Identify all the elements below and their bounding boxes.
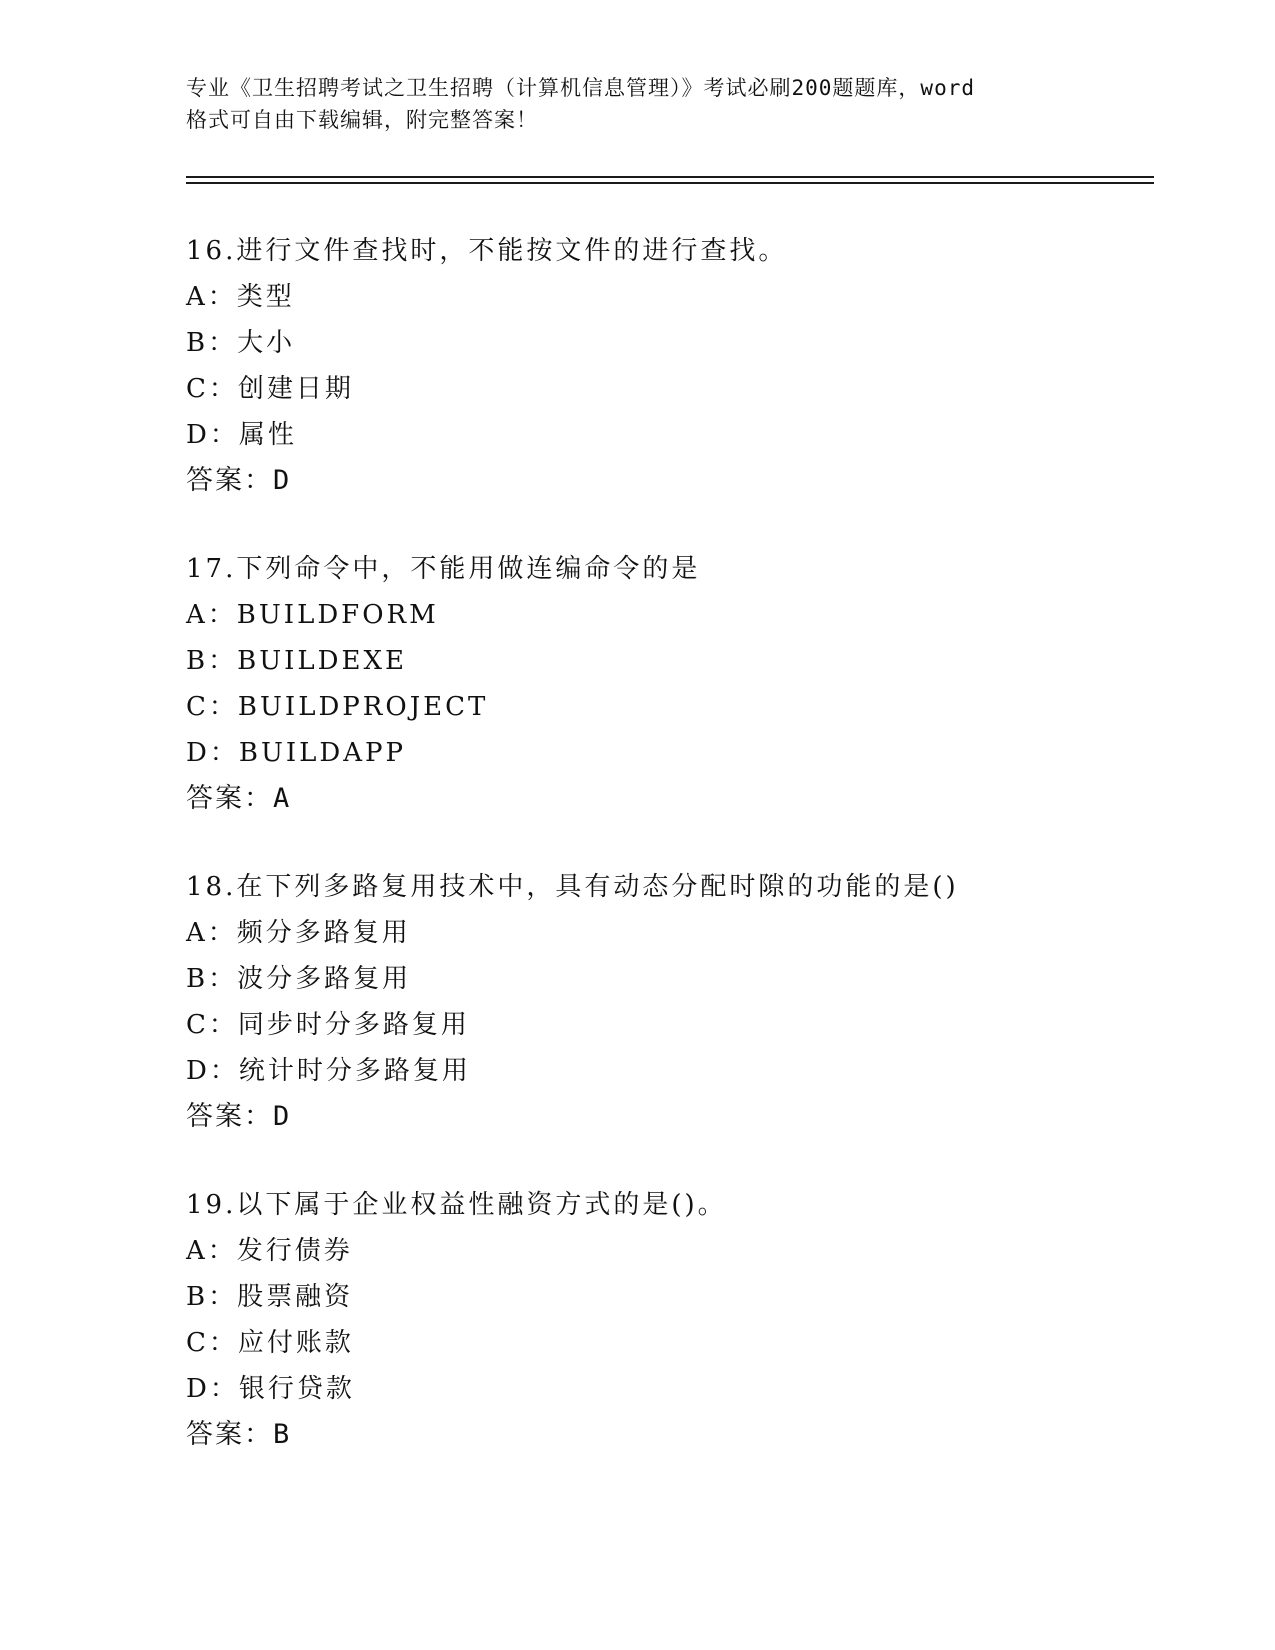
answer <box>186 1094 1166 1140</box>
option-text: 频分多路复用 <box>236 918 411 948</box>
option-letter: C： <box>186 1328 238 1358</box>
question-19 <box>186 1182 1166 1458</box>
option-text: 波分多路复用 <box>237 964 412 994</box>
option-text: 应付账款 <box>237 1328 354 1358</box>
option-b <box>186 638 1166 684</box>
option-text: 银行贷款 <box>238 1374 355 1404</box>
question-18 <box>186 864 1166 1140</box>
answer-value: B <box>273 1419 292 1450</box>
option-c <box>186 1320 1166 1366</box>
header-divider-top <box>186 176 1154 178</box>
option-letter: A： <box>186 600 237 630</box>
answer-label: 答案： <box>186 465 273 496</box>
option-text: 股票融资 <box>237 1282 354 1312</box>
option-text: 创建日期 <box>237 374 354 404</box>
option-text: 统计时分多路复用 <box>238 1056 471 1086</box>
question-stem: 16.进行文件查找时，不能按文件的进行查找。 <box>186 236 788 266</box>
option-text: 大小 <box>237 328 296 358</box>
header-line-1: 专业《卫生招聘考试之卫生招聘（计算机信息管理）》考试必刷200题题库，word <box>186 76 975 100</box>
option-b <box>186 1274 1166 1320</box>
answer <box>186 776 1166 822</box>
option-letter: B： <box>186 1282 238 1312</box>
option-text: 属性 <box>238 420 297 450</box>
answer-label: 答案： <box>186 783 273 814</box>
option-text: BUILDAPP <box>238 738 407 768</box>
option-text: BUILDPROJECT <box>237 692 489 722</box>
option-letter: C： <box>186 1010 238 1040</box>
option-letter: A： <box>186 1236 237 1266</box>
question-stem: 17.下列命令中，不能用做连编命令的是 <box>186 554 701 584</box>
answer-label: 答案： <box>186 1419 273 1450</box>
option-text: 同步时分多路复用 <box>237 1010 470 1040</box>
answer-value: D <box>273 1101 292 1132</box>
question-stem: 19.以下属于企业权益性融资方式的是()。 <box>186 1190 727 1220</box>
option-a <box>186 592 1166 638</box>
option-letter: A： <box>186 918 237 948</box>
option-c <box>186 684 1166 730</box>
option-letter: C： <box>186 692 238 722</box>
option-letter: B： <box>186 964 238 994</box>
answer-label: 答案： <box>186 1101 273 1132</box>
option-d <box>186 412 1166 458</box>
option-b <box>186 956 1166 1002</box>
option-d <box>186 1048 1166 1094</box>
option-letter: D： <box>186 1056 239 1086</box>
option-a <box>186 274 1166 320</box>
answer-value: A <box>273 783 292 814</box>
option-letter: D： <box>186 420 239 450</box>
header-divider-bottom <box>186 182 1154 184</box>
question-16 <box>186 228 1166 504</box>
option-letter: B： <box>186 328 238 358</box>
option-d <box>186 730 1166 776</box>
option-letter: D： <box>186 738 239 768</box>
option-a <box>186 910 1166 956</box>
question-stem: 18.在下列多路复用技术中，具有动态分配时隙的功能的是() <box>186 872 959 902</box>
option-letter: B： <box>186 646 238 676</box>
answer <box>186 458 1166 504</box>
question-17 <box>186 546 1166 822</box>
option-letter: A： <box>186 282 237 312</box>
option-b <box>186 320 1166 366</box>
option-text: 发行债券 <box>236 1236 353 1266</box>
option-text: BUILDFORM <box>236 600 439 630</box>
option-a <box>186 1228 1166 1274</box>
option-text: BUILDEXE <box>237 646 407 676</box>
answer <box>186 1412 1166 1458</box>
answer-value: D <box>273 465 292 496</box>
header-line-2: 格式可自由下载编辑，附完整答案！ <box>186 108 538 132</box>
option-letter: C： <box>186 374 238 404</box>
option-c <box>186 1002 1166 1048</box>
option-c <box>186 366 1166 412</box>
option-d <box>186 1366 1166 1412</box>
document-header <box>186 72 1086 136</box>
option-text: 类型 <box>236 282 295 312</box>
option-letter: D： <box>186 1374 239 1404</box>
